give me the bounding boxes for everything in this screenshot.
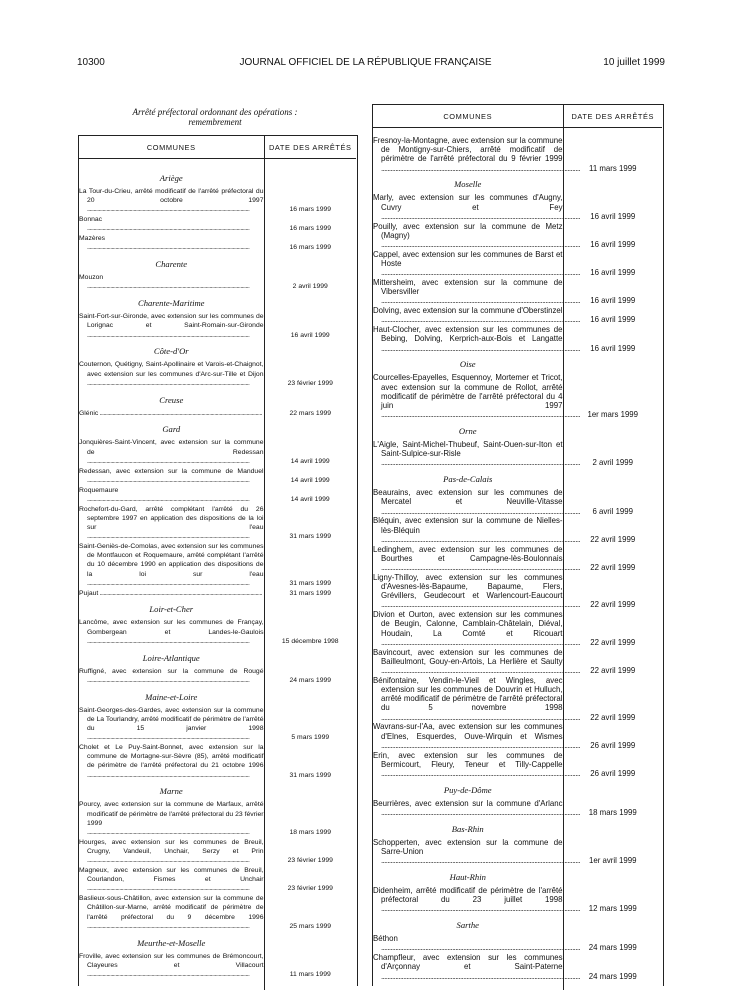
commune-cell xyxy=(373,488,563,516)
empty-date-cell xyxy=(264,686,356,706)
table-row xyxy=(373,193,662,221)
decree-date: 31 mars 1999 xyxy=(289,579,332,587)
empty-date-cell xyxy=(264,598,356,618)
table-row xyxy=(373,440,662,468)
department-heading-row xyxy=(79,389,356,409)
department-heading-row xyxy=(373,914,662,934)
commune-cell xyxy=(373,222,563,250)
decree-date: 14 avril 1999 xyxy=(290,495,330,503)
commune-text: Roquemaure ..... xyxy=(79,486,264,504)
department-name: Bas-Rhin xyxy=(373,818,563,838)
table-row xyxy=(79,706,356,743)
commune-cell xyxy=(79,409,264,419)
commune-text: Wavrans-sur-l'Aa, avec extension sur les communes d'Elnes, Esquerdes, Ouve-Wirquin et Wismes ..... xyxy=(373,722,563,750)
decree-date: 22 avril 1999 xyxy=(590,600,636,610)
decree-date: 18 mars 1999 xyxy=(289,829,332,837)
table-row xyxy=(79,409,356,419)
department-heading-row xyxy=(373,779,662,799)
commune-text: Baslieux-sous-Châtillon, avec extension sur la commune de Châtillon-sur-Marne, arrêté modificatif de périmètre de l'arrêté préfectoral du 9 décembre 1996 ..... xyxy=(79,894,264,931)
table-row xyxy=(373,722,662,750)
commune-cell xyxy=(373,516,563,544)
commune-text: Rochefort-du-Gard, arrêté complétant l'arrêté du 26 septembre 1997 en application des dispositions de la loi sur l'eau ..... xyxy=(79,505,264,542)
empty-date-cell xyxy=(563,779,662,799)
commune-text: Beaurains, avec extension sur les communes de Mercatel et Neuville-Vitasse ..... xyxy=(373,488,563,516)
decree-date: 2 avril 1999 xyxy=(292,283,328,291)
department-name: Haut-Rhin xyxy=(373,866,563,886)
page-number: 10300 xyxy=(77,57,105,68)
department-heading-row xyxy=(79,647,356,667)
department-name: Ariège xyxy=(79,167,264,187)
table-row xyxy=(373,250,662,278)
decree-date: 16 avril 1999 xyxy=(590,343,636,353)
commune-cell xyxy=(79,952,264,980)
table-row xyxy=(373,751,662,779)
decree-date: 25 mars 1999 xyxy=(289,922,332,930)
column-header-communes: COMMUNES xyxy=(373,105,563,128)
commune-text: Béthon ..... xyxy=(373,934,563,952)
department-heading-row xyxy=(79,932,356,952)
commune-cell xyxy=(79,800,264,837)
table-row xyxy=(79,187,356,215)
table-row xyxy=(79,438,356,466)
decree-date: 16 mars 1999 xyxy=(289,244,332,252)
decree-date: 24 mars 1999 xyxy=(289,676,332,684)
decree-date: 22 avril 1999 xyxy=(590,563,636,573)
empty-date-cell xyxy=(264,167,356,187)
spacer-row xyxy=(373,128,662,137)
decree-date: 6 avril 1999 xyxy=(592,506,634,516)
decree-date: 11 mars 1999 xyxy=(589,163,637,173)
table-row xyxy=(373,136,662,173)
empty-date-cell xyxy=(264,647,356,667)
table-row xyxy=(373,545,662,573)
table-row xyxy=(79,952,356,980)
department-name: Loire-Atlantique xyxy=(79,647,264,667)
decree-date: 22 avril 1999 xyxy=(590,534,636,544)
table-row xyxy=(79,667,356,686)
caption-line-1: Arrêté préfectoral ordonnant des opérations : xyxy=(132,107,298,117)
commune-cell xyxy=(79,706,264,743)
table-row xyxy=(373,488,662,516)
table-row xyxy=(373,516,662,544)
commune-cell xyxy=(373,136,563,173)
commune-cell xyxy=(79,505,264,542)
commune-text: Erin, avec extension sur les communes de Bermicourt, Fleury, Teneur et Tilly-Cappelle ..... xyxy=(373,751,563,779)
department-name: Orne xyxy=(373,420,563,440)
decree-date: 18 mars 1999 xyxy=(588,808,637,818)
decree-date: 16 avril 1999 xyxy=(590,268,636,278)
commune-cell xyxy=(79,743,264,780)
decree-date: 1er avril 1999 xyxy=(588,856,637,866)
filler-row xyxy=(373,981,662,990)
table-row xyxy=(79,589,356,599)
decree-date: 22 avril 1999 xyxy=(590,712,636,722)
commune-text: Magneux, avec extension sur les communes de Breuil, Courlandon, Fismes et Unchair ..... xyxy=(79,866,264,894)
left-table-body xyxy=(79,159,356,990)
commune-cell xyxy=(373,306,563,325)
decree-date: 23 février 1999 xyxy=(287,885,333,893)
department-heading-row xyxy=(79,418,356,438)
commune-cell xyxy=(373,838,563,866)
commune-cell xyxy=(79,589,264,599)
table-row xyxy=(373,838,662,866)
commune-text: Bavincourt, avec extension sur les communes de Bailleulmont, Gouy-en-Artois, La Herlière et Saulty ..... xyxy=(373,648,563,676)
department-name: Maine-et-Loire xyxy=(79,686,264,706)
commune-cell xyxy=(79,486,264,505)
table-row xyxy=(79,542,356,589)
department-heading-row xyxy=(79,167,356,187)
commune-text: La Tour-du-Crieu, arrêté modificatif de l'arrêté préfectoral du 20 octobre 1997 ..... xyxy=(79,187,264,215)
decree-date: 24 mars 1999 xyxy=(588,943,637,953)
department-name: Pas-de-Calais xyxy=(373,468,563,488)
table-row xyxy=(373,373,662,420)
empty-date-cell xyxy=(563,353,662,373)
table-row xyxy=(373,325,662,353)
commune-text: Courcelles-Epayelles, Esquennoy, Mortemer et Tricot, avec extension sur la commune de Rollot, arrêté modificatif de périmètre de l'arrêté préfectoral du 4 juin 1997 ..... xyxy=(373,373,563,419)
commune-text: Bléquin, avec extension sur la commune de Nielles-lès-Bléquin ..... xyxy=(373,516,563,544)
decree-date: 26 avril 1999 xyxy=(590,740,636,750)
department-name: Puy-de-Dôme xyxy=(373,779,563,799)
decree-date: 24 mars 1999 xyxy=(588,971,637,981)
commune-cell xyxy=(373,573,563,610)
empty-date-cell xyxy=(563,914,662,934)
decree-date: 14 avril 1999 xyxy=(290,457,330,465)
department-heading-row xyxy=(373,420,662,440)
decree-date: 31 mars 1999 xyxy=(289,771,332,779)
commune-cell xyxy=(79,273,264,292)
commune-cell xyxy=(373,250,563,278)
commune-text: Fresnoy-la-Montagne, avec extension sur la commune de Montigny-sur-Chiers, arrêté modificatif de périmètre de l'arrêté préfectoral du 9 février 1999 ..... xyxy=(373,136,563,173)
department-heading-row xyxy=(373,353,662,373)
table-row xyxy=(79,505,356,542)
commune-text: Cappel, avec extension sur les communes de Barst et Hoste ..... xyxy=(373,250,563,278)
table-row xyxy=(79,360,356,388)
table-row xyxy=(79,800,356,837)
decree-date: 22 avril 1999 xyxy=(590,666,636,676)
department-name: Creuse xyxy=(79,389,264,409)
department-name: Gard xyxy=(79,418,264,438)
department-name: Oise xyxy=(373,353,563,373)
table-row xyxy=(373,278,662,306)
table-row xyxy=(79,312,356,340)
department-name: Charente-Maritime xyxy=(79,292,264,312)
commune-text: Pourcy, avec extension sur la commune de Marfaux, arrêté modificatif de périmètre de l'arrêté préfectoral du 23 février 1999 ..... xyxy=(79,800,264,837)
table-row xyxy=(79,234,356,253)
table-row xyxy=(373,886,662,914)
commune-text: Froville, avec extension sur les communes de Brémoncourt, Clayeures et Villacourt ..... xyxy=(79,952,264,980)
decree-date: 14 avril 1999 xyxy=(290,476,330,484)
department-name: Côte-d'Or xyxy=(79,340,264,360)
empty-date-cell xyxy=(264,389,356,409)
commune-cell xyxy=(79,187,264,215)
decree-date: 12 mars 1999 xyxy=(588,904,637,914)
commune-text: Dolving, avec extension sur la commune d'Oberstinzel ..... xyxy=(373,306,563,324)
table-row xyxy=(373,306,662,325)
commune-cell xyxy=(373,722,563,750)
department-heading-row xyxy=(79,340,356,360)
department-name: Meurthe-et-Moselle xyxy=(79,932,264,952)
commune-cell xyxy=(373,751,563,779)
commune-text: Didenheim, arrêté modificatif de périmètre de l'arrêté préfectoral du 23 juillet 1998 ..... xyxy=(373,886,563,914)
commune-cell xyxy=(79,234,264,253)
commune-text: Saint-Georges-des-Gardes, avec extension sur la commune de La Tourlandry, arrêté modificatif de périmètre de l'arrêté du 15 janvier 1998 ..... xyxy=(79,706,264,743)
commune-text: Pujaut ..... xyxy=(79,589,264,598)
table-row xyxy=(79,618,356,646)
empty-date-cell xyxy=(264,340,356,360)
commune-cell xyxy=(79,438,264,466)
commune-text: Cholet et Le Puy-Saint-Bonnet, avec extension sur la commune de Mortagne-sur-Sèvre (85), arrêté modificatif de périmètre de l'arrêté préfectoral du 21 octobre 1996 ..... xyxy=(79,743,264,780)
commune-text: Jonquières-Saint-Vincent, avec extension sur la commune de Redessan ..... xyxy=(79,438,264,466)
commune-cell xyxy=(373,278,563,306)
commune-text: Glénic ..... xyxy=(79,409,264,418)
department-heading-row xyxy=(373,468,662,488)
table-row xyxy=(79,467,356,486)
commune-text: Schopperten, avec extension sur la commune de Sarre-Union ..... xyxy=(373,838,563,866)
table-row xyxy=(79,215,356,234)
commune-text: Marly, avec extension sur les communes d'Augny, Cuvry et Fey ..... xyxy=(373,193,563,221)
empty-date-cell xyxy=(264,932,356,952)
commune-cell xyxy=(79,542,264,589)
spacer-row xyxy=(79,159,356,168)
caption-line-2: remembrement xyxy=(188,117,242,127)
department-heading-row xyxy=(373,818,662,838)
filler-row xyxy=(79,980,356,990)
department-heading-row xyxy=(373,866,662,886)
commune-cell xyxy=(373,193,563,221)
table-row xyxy=(373,934,662,953)
table-row xyxy=(373,573,662,610)
department-heading-row xyxy=(79,292,356,312)
decree-date: 1er mars 1999 xyxy=(587,410,639,420)
empty-date-cell xyxy=(264,292,356,312)
commune-cell xyxy=(373,648,563,676)
commune-text: Lancôme, avec extension sur les communes de Françay, Gombergean et Landes-le-Gaulois ..... xyxy=(79,618,264,646)
table-row xyxy=(373,953,662,981)
commune-cell xyxy=(79,467,264,486)
commune-text: Hourges, avec extension sur les communes de Breuil, Crugny, Vandeuil, Unchair, Serzy et Prin ..... xyxy=(79,838,264,866)
decree-date: 22 avril 1999 xyxy=(590,637,636,647)
empty-date-cell xyxy=(563,173,662,193)
commune-text: Ledinghem, avec extension sur les communes de Bourthes et Campagne-lès-Boulonnais ..... xyxy=(373,545,563,573)
commune-text: Saint-Fort-sur-Gironde, avec extension sur les communes de Lorignac et Saint-Romain-sur-Gironde ..... xyxy=(79,312,264,340)
empty-date-cell xyxy=(563,866,662,886)
commune-text: Mazères ..... xyxy=(79,234,264,252)
empty-date-cell xyxy=(563,420,662,440)
commune-cell xyxy=(373,799,563,818)
decree-date: 16 avril 1999 xyxy=(290,331,330,339)
commune-cell xyxy=(373,953,563,981)
decree-date: 15 décembre 1998 xyxy=(281,637,339,645)
department-name: Charente xyxy=(79,253,264,273)
table-row xyxy=(373,610,662,647)
commune-cell xyxy=(373,886,563,914)
table-row xyxy=(79,743,356,780)
commune-cell xyxy=(373,676,563,723)
commune-text: Ruffigné, avec extension sur la commune de Rougé ..... xyxy=(79,667,264,685)
empty-date-cell xyxy=(563,468,662,488)
commune-text: Bénifontaine, Vendin-le-Vieil et Wingles, avec extension sur les communes de Douvrin et Hulluch, arrêté modificatif de périmètre de l'arrêté préfectoral du 5 novembre 1998 ..... xyxy=(373,676,563,722)
empty-date-cell xyxy=(264,253,356,273)
column-header-dates: DATE DES ARRÊTÉS xyxy=(563,105,662,128)
decree-date: 26 avril 1999 xyxy=(590,769,636,779)
commune-text: Ligny-Thilloy, avec extension sur les communes d'Avesnes-lès-Bapaume, Bapaume, Flers, Grévillers, Geudecourt et Warlencourt-Eaucourt ..... xyxy=(373,573,563,610)
table-row xyxy=(79,894,356,931)
table-row xyxy=(373,648,662,676)
commune-cell xyxy=(373,373,563,420)
commune-cell xyxy=(79,215,264,234)
commune-text: Saint-Geniès-de-Comolas, avec extension sur les communes de Montfaucon et Roquemaure, arrêté complétant l'arrêté du 10 décembre 1990 en application des dispositions de la loi sur l'eau ..... xyxy=(79,542,264,588)
right-table-body xyxy=(373,128,662,990)
decree-date: 2 avril 1999 xyxy=(592,458,634,468)
commune-text: Bonnac ..... xyxy=(79,215,264,233)
commune-text: Pouilly, avec extension sur la commune de Metz (Magny) ..... xyxy=(373,222,563,250)
table-row xyxy=(79,486,356,505)
decree-date: 16 mars 1999 xyxy=(289,225,332,233)
commune-cell xyxy=(79,312,264,340)
column-header-dates: DATE DES ARRÊTÉS xyxy=(264,136,356,159)
commune-text: Beurrières, avec extension sur la commune d'Arlanc ..... xyxy=(373,799,563,817)
commune-text: Mouzon ..... xyxy=(79,273,264,291)
department-heading-row xyxy=(79,598,356,618)
commune-cell xyxy=(79,360,264,388)
decree-date: 31 mars 1999 xyxy=(289,533,332,541)
commune-text: Champfleur, avec extension sur les communes d'Arçonnay et Saint-Paterne ..... xyxy=(373,953,563,981)
decree-date: 5 mars 1999 xyxy=(291,734,330,742)
commune-text: Couternon, Quétigny, Saint-Apollinaire et Varois-et-Chaignot, avec extension sur les communes d'Arc-sur-Tille et Dijon ..... xyxy=(79,360,264,388)
commune-cell xyxy=(373,325,563,353)
decree-date: 11 mars 1999 xyxy=(289,971,331,979)
commune-cell xyxy=(373,545,563,573)
commune-cell xyxy=(79,866,264,894)
decree-date: 22 mars 1999 xyxy=(289,409,332,417)
empty-date-cell xyxy=(264,418,356,438)
decree-date: 16 avril 1999 xyxy=(590,240,636,250)
table-caption xyxy=(80,107,350,127)
left-decree-table xyxy=(79,136,356,990)
empty-date-cell xyxy=(264,780,356,800)
commune-text: Redessan, avec extension sur la commune de Manduel ..... xyxy=(79,467,264,485)
decree-date: 23 février 1999 xyxy=(287,857,333,865)
table-row xyxy=(373,222,662,250)
table-row xyxy=(373,799,662,818)
table-row xyxy=(79,273,356,292)
commune-cell xyxy=(79,618,264,646)
decree-date: 16 avril 1999 xyxy=(590,296,636,306)
commune-cell xyxy=(79,667,264,686)
commune-cell xyxy=(373,440,563,468)
commune-text: Divion et Ourton, avec extension sur les communes de Beugin, Calonne, Camblain-Châtelain, Diéval, Houdain, La Comté et Ricouart ..... xyxy=(373,610,563,647)
decree-date: 16 avril 1999 xyxy=(590,211,636,221)
department-name: Moselle xyxy=(373,173,563,193)
department-heading-row xyxy=(79,686,356,706)
table-row xyxy=(373,676,662,723)
empty-date-cell xyxy=(563,818,662,838)
decree-date: 16 avril 1999 xyxy=(590,315,636,325)
commune-text: L'Aigle, Saint-Michel-Thubeuf, Saint-Ouen-sur-Iton et Saint-Sulpice-sur-Risle ..... xyxy=(373,440,563,468)
commune-cell xyxy=(373,610,563,647)
table-row xyxy=(79,866,356,894)
issue-date: 10 juillet 1999 xyxy=(603,57,665,68)
department-name: Loir-et-Cher xyxy=(79,598,264,618)
decree-date: 16 mars 1999 xyxy=(289,206,332,214)
department-name: Marne xyxy=(79,780,264,800)
commune-cell xyxy=(373,934,563,953)
table-row xyxy=(79,838,356,866)
decree-date: 31 mars 1999 xyxy=(289,589,332,597)
commune-cell xyxy=(79,894,264,931)
department-heading-row xyxy=(79,253,356,273)
department-name: Sarthe xyxy=(373,914,563,934)
decree-date: 23 février 1999 xyxy=(287,379,333,387)
commune-cell xyxy=(79,838,264,866)
commune-text: Haut-Clocher, avec extension sur les communes de Bebing, Dolving, Kerprich-aux-Bois et Langatte ..... xyxy=(373,325,563,353)
journal-title: JOURNAL OFFICIEL DE LA RÉPUBLIQUE FRANÇAISE xyxy=(239,57,492,68)
column-header-communes: COMMUNES xyxy=(79,136,264,159)
department-heading-row xyxy=(373,173,662,193)
commune-text: Mittersheim, avec extension sur la commune de Vibersviller ..... xyxy=(373,278,563,306)
right-decree-table xyxy=(373,105,662,990)
department-heading-row xyxy=(79,780,356,800)
